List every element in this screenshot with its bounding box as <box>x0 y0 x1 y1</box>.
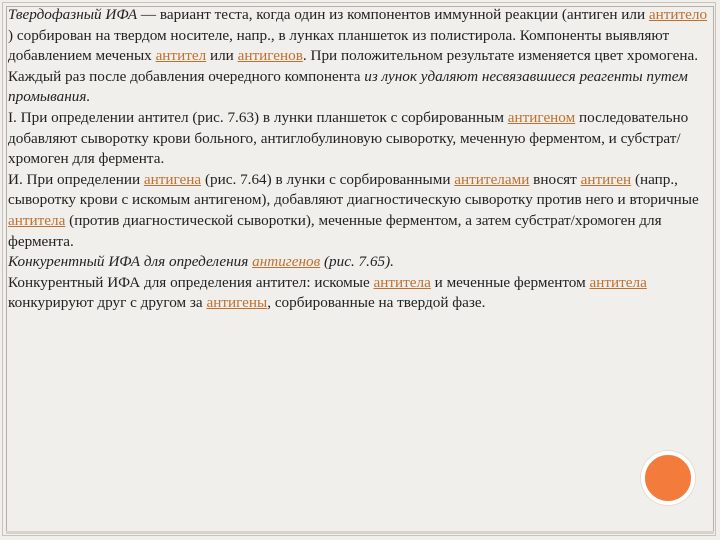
text-segment: из лунок удаляют несвязавшиеся реагенты путем промывания. <box>8 67 688 106</box>
term-link[interactable]: антитела <box>589 273 647 291</box>
term-link[interactable]: антитела <box>8 211 66 229</box>
term-link[interactable]: антитело <box>648 6 708 23</box>
text-segment: , сорбированные на твердой фазе. <box>267 294 486 312</box>
competitive-ifa-paragraph <box>8 273 712 314</box>
term-link[interactable]: антителами <box>454 170 530 188</box>
orange-circle-decoration <box>641 451 695 505</box>
definition-paragraph <box>8 5 712 108</box>
text-segment: И. При определении <box>8 170 144 188</box>
term-link[interactable]: антигенов <box>252 253 321 271</box>
text-segment: (против диагностической сыворотки), меченные ферментом, а затем субстрат/хромоген для фермента. <box>8 211 662 250</box>
text-segment: вносят <box>529 170 581 188</box>
text-segment: ) сорбирован на твердом носителе, напр., в лунках планшеток из полистирола. Компоненты выявляют добавлением меченых <box>8 26 670 65</box>
text-segment: последовательно добавляют сыворотку крови больного, антиглобулиновую сыворотку, меченную ферментом, и субстрат/хромоген для фермента. <box>8 108 689 168</box>
text-segment: — вариант теста, когда один из компонентов иммунной реакции (антиген или <box>137 6 649 23</box>
text-segment: . При положительном результате изменяется цвет хромогена. Каждый раз после добавления очередного компонента <box>8 47 699 85</box>
text-segment: I. При определении антител (рис. 7.63) в лунки планшеток с сорбированным <box>8 108 508 126</box>
antibody-detection-paragraph <box>8 108 712 170</box>
text-segment: (напр., сыворотку крови с искомым антигеном), добавляют диагностическую сыворотку против него и вторичные <box>8 170 699 209</box>
term-link[interactable]: антигены <box>206 294 268 312</box>
text-segment: Твердофазный ИФА <box>8 6 138 23</box>
term-link[interactable]: антигена <box>143 170 202 188</box>
text-segment: (рис. 7.64) в лунки с сорбированными <box>201 170 455 188</box>
term-link[interactable]: антигенов <box>237 47 303 65</box>
competitive-ifa-heading <box>8 252 712 273</box>
text-segment: и меченные ферментом <box>430 273 590 291</box>
antigen-detection-paragraph <box>8 170 712 252</box>
term-link[interactable]: антител <box>155 47 207 65</box>
term-link[interactable]: антитела <box>373 273 431 291</box>
term-link[interactable]: антиген <box>580 170 632 188</box>
text-segment: Конкурентный ИФА для определения антител: искомые <box>8 273 374 291</box>
text-segment: конкурируют друг с другом за <box>8 294 207 312</box>
text-segment: (рис. 7.65). <box>320 253 394 271</box>
term-link[interactable]: антигеном <box>507 108 576 126</box>
slide-bottom-rule <box>6 531 714 534</box>
text-segment: или <box>206 47 238 65</box>
text-segment: Конкурентный ИФА для определения <box>8 253 253 271</box>
slide-text-body <box>8 5 712 314</box>
